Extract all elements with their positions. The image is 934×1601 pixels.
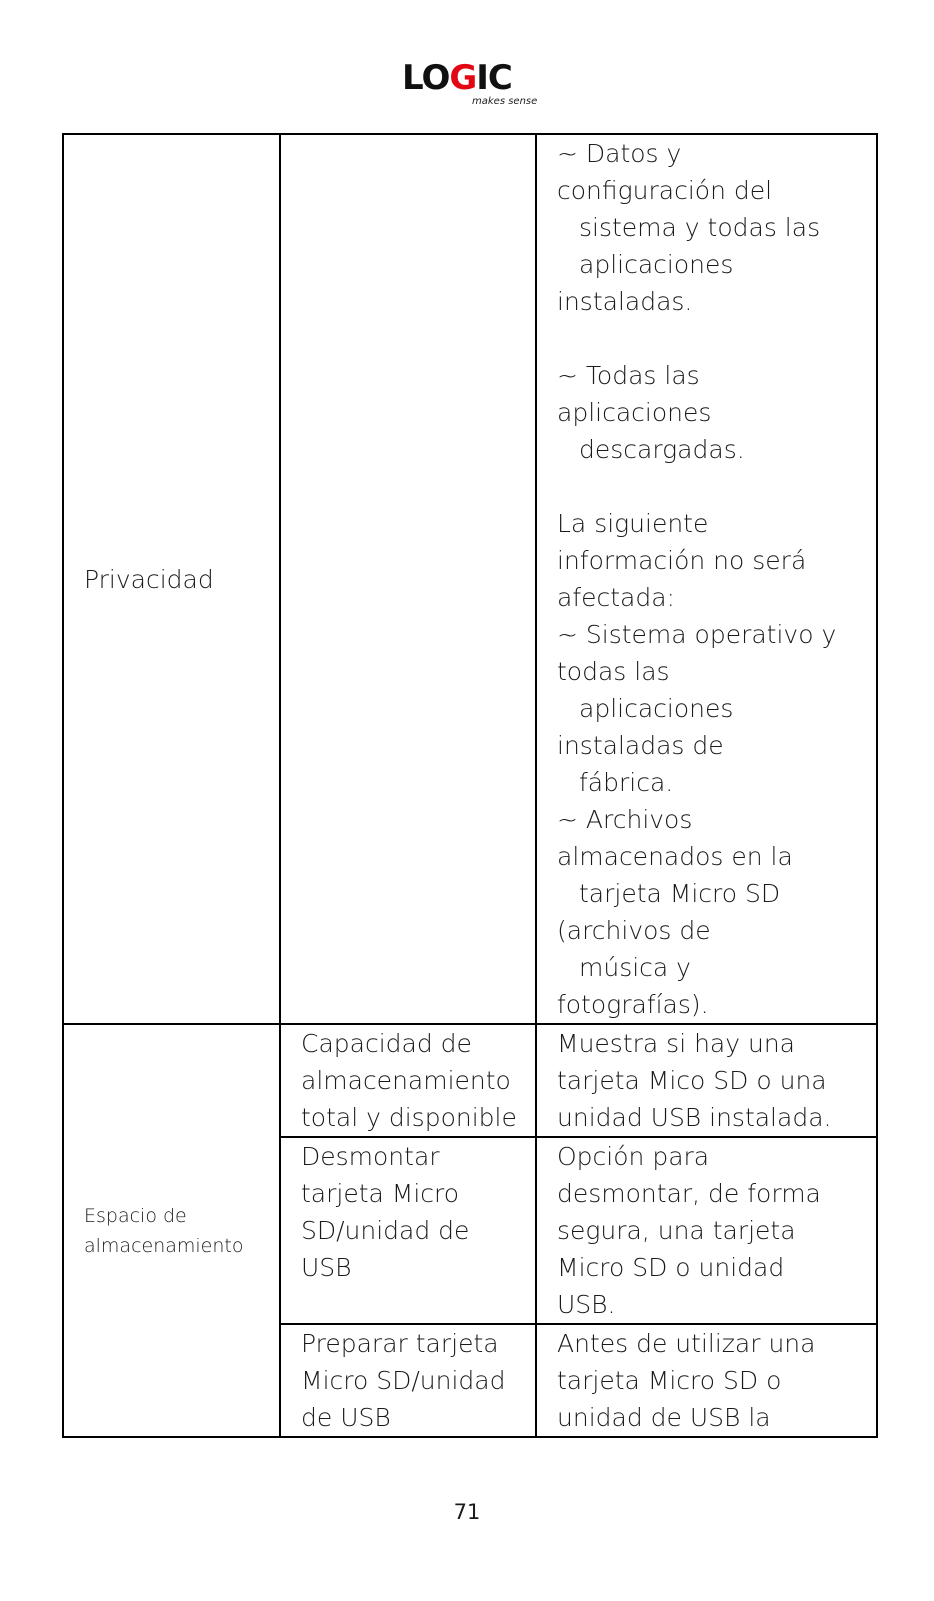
logo-g-mark: G: [449, 58, 477, 98]
description-cell: [536, 1324, 877, 1437]
category-cell-storage: [63, 1024, 280, 1437]
description-line: unidad USB instalada.: [557, 1103, 832, 1132]
logo-text-lo: LO: [402, 58, 450, 98]
option-line: de USB: [301, 1403, 391, 1432]
table-row-storage-1: [63, 1024, 877, 1137]
page-number: 71: [453, 1500, 481, 1524]
description-line: Micro SD o unidad: [557, 1253, 785, 1282]
description-cell: [536, 1137, 877, 1324]
option-cell: [280, 1137, 536, 1324]
table-row-privacidad: [63, 134, 877, 1024]
description-line: música y: [579, 953, 691, 982]
description-line: aplicaciones: [557, 398, 712, 427]
logo-wordmark: [402, 56, 512, 100]
description-line: (archivos de: [557, 916, 711, 945]
description-line: tarjeta Micro SD: [579, 879, 781, 908]
option-cell: [280, 1024, 536, 1137]
description-line: instaladas de: [557, 731, 724, 760]
option-line: Micro SD/unidad: [301, 1366, 506, 1395]
description-line: todas las: [557, 657, 670, 686]
settings-table: [62, 133, 878, 1438]
description-line: [557, 468, 866, 505]
description-line: configuración del: [557, 176, 773, 205]
logo-text-ic: IC: [476, 58, 512, 98]
category-label-line: Espacio de: [84, 1204, 187, 1227]
option-line: SD/unidad de: [301, 1216, 470, 1245]
description-line: ~ Archivos: [557, 805, 693, 834]
option-line: USB: [301, 1253, 352, 1282]
description-line: afectada:: [557, 583, 675, 612]
description-line: tarjeta Micro SD o: [557, 1366, 782, 1395]
category-label: Privacidad: [84, 564, 214, 594]
description-line: La siguiente: [557, 509, 709, 538]
description-line: información no será: [557, 546, 807, 575]
logo-tagline: makes sense: [472, 96, 538, 107]
description-line: ~ Todas las: [557, 361, 700, 390]
description-cell: [536, 1024, 877, 1137]
option-line: Capacidad de: [301, 1029, 472, 1058]
description-line: descargadas.: [579, 435, 745, 464]
option-cell-empty: [280, 134, 536, 1024]
logic-logo: [402, 56, 542, 112]
description-line: Antes de utilizar una: [557, 1329, 816, 1358]
category-cell: [63, 134, 280, 1024]
description-line: Muestra si hay una: [557, 1029, 796, 1058]
description-line: Opción para: [557, 1142, 710, 1171]
description-cell: [536, 134, 877, 1024]
description-line: fábrica.: [579, 768, 674, 797]
description-line: fotografías).: [557, 990, 709, 1019]
description-line: instaladas.: [557, 287, 693, 316]
category-label-line: almacenamiento: [84, 1234, 244, 1257]
description-line: aplicaciones: [579, 250, 734, 279]
description-line: desmontar, de forma: [557, 1179, 821, 1208]
option-line: almacenamiento: [301, 1066, 511, 1095]
description-line: unidad de USB la: [557, 1403, 771, 1432]
option-line: Preparar tarjeta: [301, 1329, 499, 1358]
option-cell: [280, 1324, 536, 1437]
description-line: ~ Datos y: [557, 139, 682, 168]
option-line: tarjeta Micro: [301, 1179, 460, 1208]
description-line: ~ Sistema operativo y: [557, 620, 837, 649]
description-line: sistema y todas las: [579, 213, 821, 242]
option-line: total y disponible: [301, 1103, 517, 1132]
description-line: segura, una tarjeta: [557, 1216, 796, 1245]
option-line: Desmontar: [301, 1142, 440, 1171]
description-line: USB.: [557, 1290, 616, 1319]
description-line: [557, 320, 866, 357]
description-line: aplicaciones: [579, 694, 734, 723]
description-line: tarjeta Mico SD o una: [557, 1066, 827, 1095]
description-line: almacenados en la: [557, 842, 793, 871]
